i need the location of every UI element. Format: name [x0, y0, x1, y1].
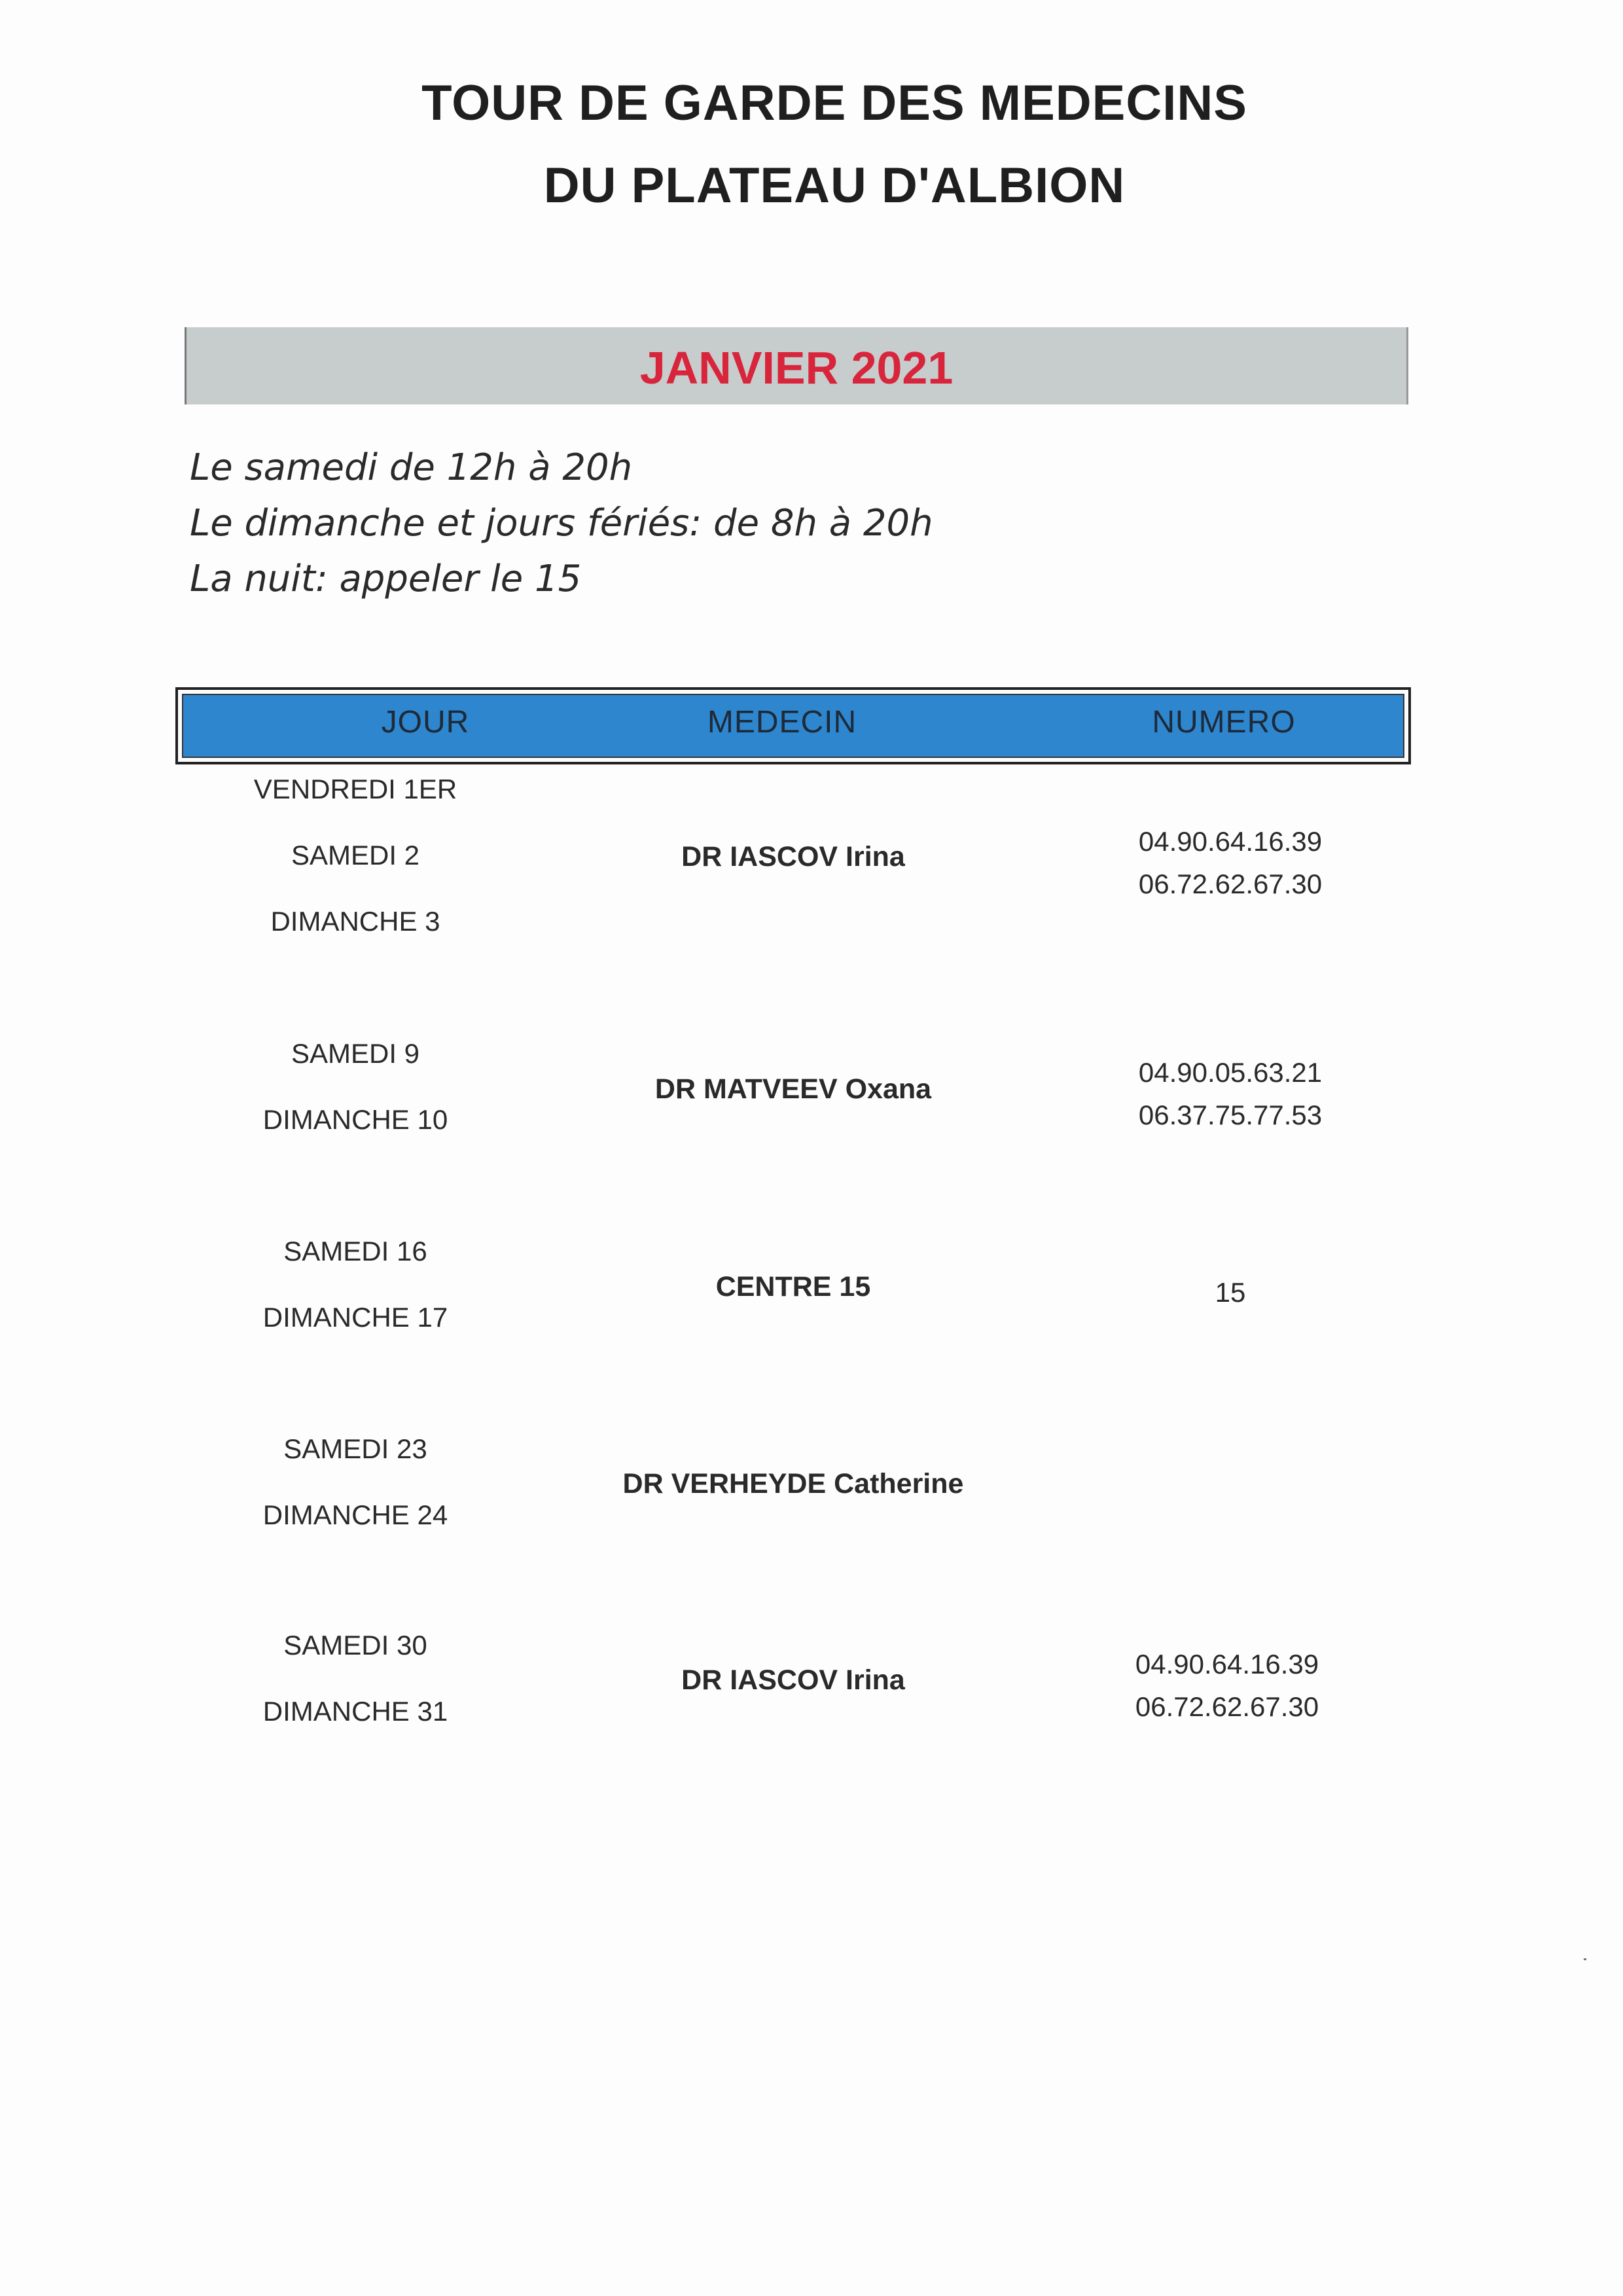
title-line-2: DU PLATEAU D'ALBION [543, 158, 1126, 213]
phone-number: 06.37.75.77.53 [1138, 1100, 1323, 1130]
day-cell: SAMEDI 23 [283, 1433, 427, 1464]
day-cell: SAMEDI 16 [283, 1236, 427, 1266]
phone-number: 06.72.62.67.30 [1135, 1691, 1319, 1722]
title-line-1: TOUR DE GARDE DES MEDECINS [421, 75, 1247, 131]
header-medecin: MEDECIN [707, 705, 857, 740]
day-cell: DIMANCHE 24 [262, 1499, 448, 1530]
day-cell: DIMANCHE 17 [262, 1302, 448, 1333]
doctor-name: DR VERHEYDE Catherine [622, 1468, 964, 1499]
page-title [0, 62, 1623, 227]
phone-numbers [1067, 1271, 1394, 1314]
phone-number: 06.72.62.67.30 [1138, 869, 1323, 899]
phone-numbers [1063, 1643, 1391, 1728]
day-cell: DIMANCHE 10 [262, 1104, 448, 1135]
hours-saturday: Le samedi de 12h à 20h [190, 446, 633, 489]
day-cell: DIMANCHE 3 [270, 906, 440, 937]
phone-number: 15 [1215, 1277, 1246, 1308]
doctor-name: DR MATVEEV Oxana [654, 1073, 932, 1105]
phone-number: 04.90.05.63.21 [1138, 1057, 1323, 1088]
scan-speck [1584, 1958, 1586, 1960]
header-jour: JOUR [381, 705, 470, 740]
phone-number: 04.90.64.16.39 [1138, 826, 1323, 857]
doctor-name: DR IASCOV Irina [681, 841, 905, 872]
header-numero: NUMERO [1152, 705, 1296, 740]
day-cell: SAMEDI 30 [283, 1630, 427, 1660]
month-label: JANVIER 2021 [639, 342, 954, 393]
opening-hours [190, 440, 933, 607]
hours-sunday: Le dimanche et jours fériés: de 8h à 20h [190, 502, 933, 545]
day-cell: VENDREDI 1ER [253, 774, 457, 804]
doctor-name: CENTRE 15 [715, 1271, 871, 1302]
day-cell: SAMEDI 2 [291, 840, 420, 870]
phone-numbers [1067, 820, 1394, 905]
hours-night: La nuit: appeler le 15 [190, 558, 582, 600]
table-header [175, 687, 1411, 764]
day-cell: SAMEDI 9 [291, 1038, 420, 1069]
phone-numbers [1067, 1051, 1394, 1136]
phone-number: 04.90.64.16.39 [1135, 1649, 1319, 1679]
doctor-name: DR IASCOV Irina [681, 1664, 905, 1696]
month-banner [185, 327, 1408, 404]
day-cell: DIMANCHE 31 [262, 1696, 448, 1727]
